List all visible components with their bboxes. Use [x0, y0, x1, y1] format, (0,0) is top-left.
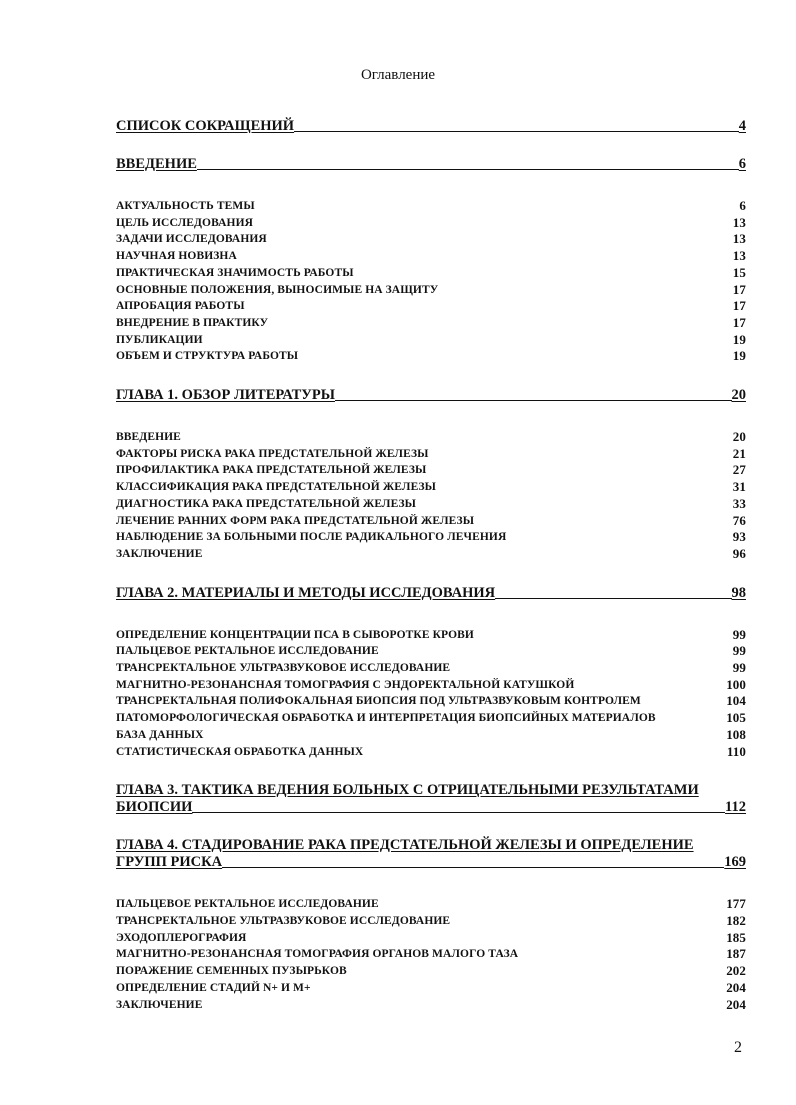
toc-section-title: ТРАНСРЕКТАЛЬНОЕ УЛЬТРАЗВУКОВОЕ ИССЛЕДОВАНИЕ	[116, 662, 451, 675]
toc-section-page: 99	[732, 660, 746, 676]
toc-section-title: ОБЪЕМ И СТРУКТУРА РАБОТЫ	[116, 350, 299, 363]
toc-chapter-page: 98	[731, 584, 746, 601]
leader-line	[294, 131, 739, 132]
toc-section-title: КЛАССИФИКАЦИЯ РАКА ПРЕДСТАТЕЛЬНОЙ ЖЕЛЕЗЫ	[116, 481, 437, 494]
toc-section	[116, 198, 746, 215]
toc-section-page: 93	[732, 529, 746, 545]
leader-line	[197, 169, 739, 170]
toc-section-page: 17	[732, 298, 746, 314]
toc-section-title: ЗАКЛЮЧЕНИЕ	[116, 998, 203, 1011]
toc-chapter-title: ГЛАВА 2. МАТЕРИАЛЫ И МЕТОДЫ ИССЛЕДОВАНИЯ	[116, 584, 496, 601]
toc-section-title: ТРАНСРЕКТАЛЬНАЯ ПОЛИФОКАЛЬНАЯ БИОПСИЯ ПОД УЛЬТРАЗВУКОВЫМ КОНТРОЛЕМ	[116, 695, 641, 708]
toc-section-title: ВВЕДЕНИЕ	[116, 431, 181, 444]
toc-chapter-title: СПИСОК СОКРАЩЕНИЙ	[116, 118, 295, 134]
toc-chapter	[116, 156, 746, 173]
toc-section-title: ПАТОМОРФОЛОГИЧЕСКАЯ ОБРАБОТКА И ИНТЕРПРЕТАЦИЯ БИОПСИЙНЫХ МАТЕРИАЛОВ	[116, 712, 656, 725]
toc-section-title: ПАЛЬЦЕВОЕ РЕКТАЛЬНОЕ ИССЛЕДОВАНИЕ	[116, 645, 379, 658]
toc-section-title: МАГНИТНО-РЕЗОНАНСНАЯ ТОМОГРАФИЯ С ЭНДОРЕКТАЛЬНОЙ КАТУШКОЙ	[116, 678, 575, 691]
toc-section	[116, 643, 746, 660]
toc-section-page: 19	[732, 348, 746, 364]
toc-chapter-title-continued: БИОПСИИ	[116, 799, 193, 816]
toc-section	[116, 930, 746, 947]
toc-section-list	[116, 896, 746, 1013]
leader-line	[335, 400, 732, 401]
toc-section	[116, 348, 746, 365]
toc-section-page: 21	[732, 445, 746, 461]
toc-section-title: ЗАКЛЮЧЕНИЕ	[116, 547, 203, 560]
toc-section-page: 13	[732, 214, 746, 230]
toc-section-page: 202	[726, 963, 746, 979]
toc-section-list	[116, 429, 746, 563]
toc-section	[116, 727, 746, 744]
toc-section-title: ДИАГНОСТИКА РАКА ПРЕДСТАТЕЛЬНОЙ ЖЕЛЕЗЫ	[116, 497, 417, 510]
toc-section-page: 100	[726, 676, 746, 692]
toc-section	[116, 677, 746, 694]
leader-line	[192, 812, 725, 813]
toc-section-page: 104	[726, 693, 746, 709]
toc-section	[116, 946, 746, 963]
toc-section	[116, 693, 746, 710]
toc-chapter-page: 20	[731, 387, 746, 404]
toc-section	[116, 479, 746, 496]
toc-section-title: ПРАКТИЧЕСКАЯ ЗНАЧИМОСТЬ РАБОТЫ	[116, 266, 354, 279]
page-number: 2	[734, 1039, 742, 1056]
page-title: Оглавление	[360, 67, 436, 83]
toc-chapter-title: ГЛАВА 4. СТАДИРОВАНИЕ РАКА ПРЕДСТАТЕЛЬНОЙ ЖЕЛЕЗЫ И ОПРЕДЕЛЕНИЕ	[116, 837, 694, 854]
toc-section-title: ВНЕДРЕНИЕ В ПРАКТИКУ	[116, 316, 269, 329]
toc-section-title: МАГНИТНО-РЕЗОНАНСНАЯ ТОМОГРАФИЯ ОРГАНОВ МАЛОГО ТАЗА	[116, 948, 519, 961]
toc-section-page: 110	[726, 743, 746, 759]
toc-section-page: 20	[732, 429, 746, 445]
toc-section-list	[116, 627, 746, 761]
leader-line	[222, 867, 724, 868]
toc-section	[116, 446, 746, 463]
toc-section-page: 15	[732, 264, 746, 280]
toc-section-page: 33	[732, 495, 746, 511]
toc-section-list	[116, 198, 746, 365]
toc-section	[116, 980, 746, 997]
toc-section	[116, 282, 746, 299]
toc-chapter	[116, 782, 746, 816]
toc-section-title: НАБЛЮДЕНИЕ ЗА БОЛЬНЫМИ ПОСЛЕ РАДИКАЛЬНОГО ЛЕЧЕНИЯ	[116, 531, 507, 544]
toc-section-title: ПАЛЬЦЕВОЕ РЕКТАЛЬНОЕ ИССЛЕДОВАНИЕ	[116, 898, 379, 911]
toc-section-title: ПРОФИЛАКТИКА РАКА ПРЕДСТАТЕЛЬНОЙ ЖЕЛЕЗЫ	[116, 464, 427, 477]
toc-section-page: 187	[726, 946, 746, 962]
toc-chapter-title: ГЛАВА 1. ОБЗОР ЛИТЕРАТУРЫ	[116, 387, 335, 404]
toc-section-page: 76	[732, 512, 746, 528]
toc-section-title: АКТУАЛЬНОСТЬ ТЕМЫ	[116, 200, 255, 212]
toc-section-page: 105	[726, 710, 746, 726]
toc-chapter	[116, 585, 746, 602]
toc-chapter-title-continued: ГРУПП РИСКА	[116, 854, 223, 871]
toc-section-page: 177	[726, 896, 746, 912]
toc-section-page: 27	[732, 462, 746, 478]
toc-section	[116, 462, 746, 479]
toc-section-page: 204	[726, 979, 746, 995]
toc-section	[116, 963, 746, 980]
toc-section-title: ПОРАЖЕНИЕ СЕМЕННЫХ ПУЗЫРЬКОВ	[116, 965, 347, 978]
toc-section	[116, 215, 746, 232]
toc-section-page: 13	[732, 231, 746, 247]
toc-section-title: ФАКТОРЫ РИСКА РАКА ПРЕДСТАТЕЛЬНОЙ ЖЕЛЕЗЫ	[116, 447, 429, 460]
toc-section-page: 99	[732, 626, 746, 642]
toc-section	[116, 332, 746, 349]
toc-section-page: 13	[732, 248, 746, 264]
toc-section-page: 185	[726, 929, 746, 945]
toc-section-page: 182	[726, 912, 746, 928]
toc-section	[116, 315, 746, 332]
leader-line	[495, 598, 731, 599]
toc-section	[116, 231, 746, 248]
toc-section-title: АПРОБАЦИЯ РАБОТЫ	[116, 300, 245, 313]
toc-section-title: СТАТИСТИЧЕСКАЯ ОБРАБОТКА ДАННЫХ	[116, 745, 364, 758]
toc-section-title: ОСНОВНЫЕ ПОЛОЖЕНИЯ, ВЫНОСИМЫЕ НА ЗАЩИТУ	[116, 283, 439, 296]
toc-chapter	[116, 387, 746, 404]
toc-section-title: ОПРЕДЕЛЕНИЕ КОНЦЕНТРАЦИИ ПСА В СЫВОРОТКЕ КРОВИ	[116, 628, 474, 641]
toc-section	[116, 913, 746, 930]
toc-section-page: 204	[726, 996, 746, 1012]
toc-section	[116, 513, 746, 530]
toc-chapter-page: 169	[724, 854, 746, 871]
toc-section	[116, 627, 746, 644]
toc-section	[116, 896, 746, 913]
toc-section	[116, 546, 746, 563]
toc-section-title: ЛЕЧЕНИЕ РАННИХ ФОРМ РАКА ПРЕДСТАТЕЛЬНОЙ ЖЕЛЕЗЫ	[116, 514, 475, 527]
toc-section	[116, 710, 746, 727]
toc-section	[116, 660, 746, 677]
toc-section-title: ЭХОДОПЛЕРОГРАФИЯ	[116, 931, 247, 944]
toc-section	[116, 298, 746, 315]
toc-section-page: 6	[739, 198, 746, 213]
toc-section	[116, 529, 746, 546]
toc-chapter-page: 4	[738, 118, 746, 134]
toc-chapter	[116, 118, 746, 135]
table-of-contents	[116, 118, 746, 1035]
toc-section-page: 99	[732, 643, 746, 659]
toc-chapter-page: 112	[725, 799, 746, 816]
toc-section-page: 31	[732, 479, 746, 495]
toc-section-title: БАЗА ДАННЫХ	[116, 728, 204, 741]
toc-section-page: 17	[732, 314, 746, 330]
toc-section-page: 19	[732, 331, 746, 347]
toc-chapter	[116, 837, 746, 871]
toc-section-title: ТРАНСРЕКТАЛЬНОЕ УЛЬТРАЗВУКОВОЕ ИССЛЕДОВАНИЕ	[116, 914, 451, 927]
toc-section	[116, 997, 746, 1014]
toc-section	[116, 248, 746, 265]
toc-section-title: ПУБЛИКАЦИИ	[116, 333, 203, 346]
toc-section-title: ЦЕЛЬ ИССЛЕДОВАНИЯ	[116, 216, 254, 229]
toc-section-title: ОПРЕДЕЛЕНИЕ СТАДИЙ N+ И M+	[116, 981, 311, 994]
toc-chapter-page: 6	[738, 156, 746, 172]
toc-section-title: ЗАДАЧИ ИССЛЕДОВАНИЯ	[116, 233, 267, 246]
toc-section-page: 17	[732, 281, 746, 297]
toc-section-page: 96	[732, 545, 746, 561]
toc-section-title: НАУЧНАЯ НОВИЗНА	[116, 250, 237, 263]
toc-chapter-title: ВВЕДЕНИЕ	[116, 156, 197, 172]
toc-section	[116, 429, 746, 446]
toc-section	[116, 265, 746, 282]
toc-section	[116, 744, 746, 761]
toc-section-page: 108	[726, 726, 746, 742]
toc-chapter-title: ГЛАВА 3. ТАКТИКА ВЕДЕНИЯ БОЛЬНЫХ С ОТРИЦАТЕЛЬНЫМИ РЕЗУЛЬТАТАМИ	[116, 782, 699, 799]
toc-section	[116, 496, 746, 513]
